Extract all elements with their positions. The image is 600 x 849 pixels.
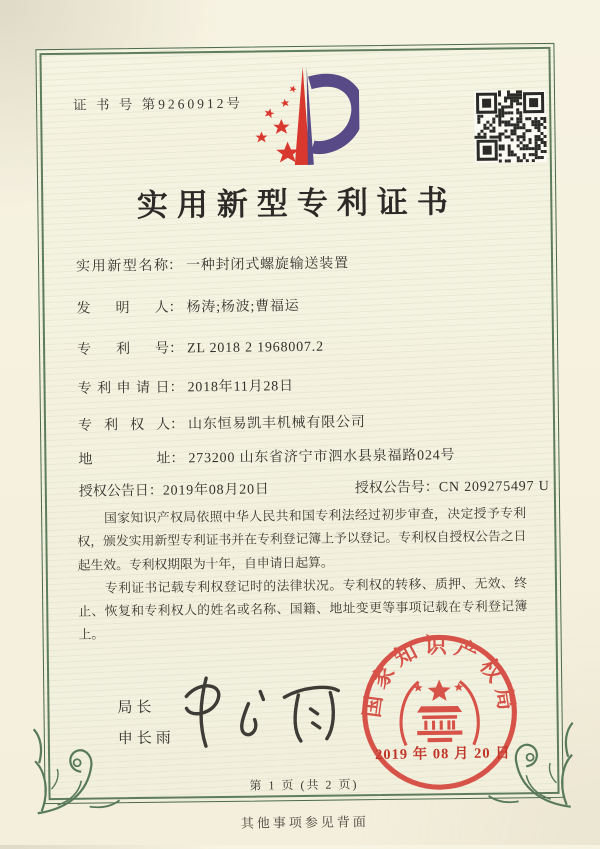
field-label: 地址 bbox=[78, 451, 171, 468]
field-label: 专利号 bbox=[77, 341, 170, 358]
qr-modules bbox=[474, 90, 547, 163]
field-label: 专利权人 bbox=[77, 417, 171, 434]
field-value: ZL 2018 2 1968007.2 bbox=[187, 339, 324, 357]
field-row-filing-date bbox=[77, 375, 294, 398]
handwritten-signature-icon bbox=[172, 668, 358, 758]
seal-agency-text: 国家知识产权局 bbox=[358, 632, 521, 720]
field-value: 273200 山东省济宁市泗水县泉福路024号 bbox=[188, 448, 456, 467]
commissioner-name: 申长雨 bbox=[117, 730, 175, 748]
field-row-inventors bbox=[76, 295, 299, 318]
field-row-patentee bbox=[78, 411, 366, 435]
field-colon: ： bbox=[170, 451, 185, 467]
field-colon: ： bbox=[424, 480, 439, 496]
legal-paragraph-2: 专利证书记载专利权登记时的法律状况。专利权的转移、质押、无效、终止、恢复和专利权人的姓名或名称、国籍、地址变更等事项记载在专利登记簿上。 bbox=[78, 576, 528, 643]
seal-national-emblem bbox=[401, 679, 479, 746]
field-colon: ： bbox=[168, 300, 183, 316]
grant-row bbox=[78, 478, 550, 500]
field-value: 杨涛;杨波;曹福运 bbox=[186, 298, 300, 316]
field-label: 专利申请日 bbox=[77, 380, 170, 397]
legal-text bbox=[77, 502, 528, 647]
certificate-frame bbox=[35, 43, 563, 804]
field-value: 山东恒易凯丰机械有限公司 bbox=[187, 415, 366, 433]
field-colon: ： bbox=[167, 258, 183, 274]
field-colon: ： bbox=[169, 380, 184, 396]
grant-no-label: 授权公告号 bbox=[354, 480, 425, 497]
field-label: 实用新型名称 bbox=[75, 258, 169, 275]
commissioner-title: 局长 bbox=[117, 699, 156, 717]
field-value: 一种封闭式螺旋输送装置 bbox=[185, 256, 349, 274]
field-row-address bbox=[78, 444, 455, 469]
certificate-title: 实用新型专利证书 bbox=[136, 184, 458, 223]
grant-no-value: CN 209275497 U bbox=[438, 478, 550, 496]
qr-code-icon bbox=[474, 90, 547, 163]
seal-date: 2019 年 08 月 20 日 bbox=[374, 745, 511, 764]
cnipa-patent-logo-icon bbox=[237, 60, 360, 175]
field-colon: ： bbox=[169, 341, 184, 357]
field-value: 2018年11月28日 bbox=[187, 379, 294, 396]
floral-corner-ornament-icon bbox=[476, 713, 577, 814]
field-row-patent-number bbox=[77, 336, 324, 359]
floral-corner-ornament-icon bbox=[31, 718, 132, 819]
certificate-number: 证 书 号 第9260912号 bbox=[73, 95, 244, 113]
grant-date-value: 2019年08月20日 bbox=[162, 482, 270, 499]
grant-date-label: 授权公告日 bbox=[78, 483, 149, 500]
field-colon: ： bbox=[169, 417, 185, 433]
back-side-note: 其他事项参见背面 bbox=[240, 814, 369, 831]
field-row-name bbox=[76, 252, 349, 275]
page-number: 第 1 页 (共 2 页) bbox=[249, 777, 359, 793]
legal-paragraph-1: 国家知识产权局依照中华人民共和国专利法经过初步审查，决定授予专利权，颁发实用新型专利证书并在专利登记簿上予以登记。专利权自授权公告之日起生效。专利权期限为十年，自申请日起算。 bbox=[77, 506, 527, 573]
field-label: 发明人 bbox=[76, 300, 169, 317]
field-colon: ： bbox=[148, 483, 163, 499]
